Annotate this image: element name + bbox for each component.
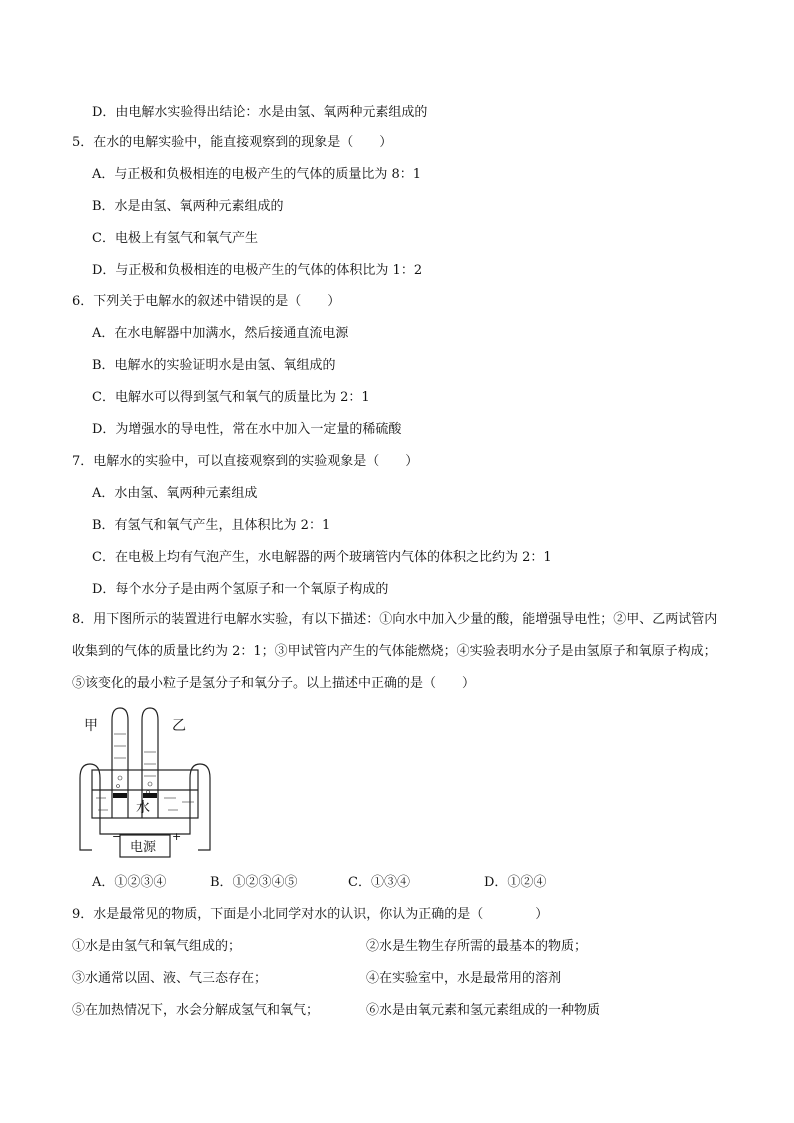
q7-stem: 7．电解水的实验中，可以直接观察到的实验观象是（ ） [72, 454, 419, 469]
q9-item-1: ①水是由氢气和氧气组成的； [72, 939, 242, 954]
q7-option-d: D．每个水分子是由两个氢原子和一个氧原子构成的 [92, 582, 389, 597]
q9-stem: 9．水是最常见的物质，下面是小北同学对水的认识，你认为正确的是（ ） [72, 907, 549, 922]
label-jia: 甲 [84, 718, 98, 734]
q5-option-b: B．水是由氢、氧两种元素组成的 [92, 199, 284, 214]
q5-option-d: D．与正极和负极相连的电极产生的气体的体积比为 1：2 [92, 263, 423, 278]
q4-option-d: D．由电解水实验得出结论：水是由氢、氧两种元素组成的 [92, 105, 428, 120]
q7-option-b: B．有氢气和氧气产生，且体积比为 2：1 [92, 518, 331, 533]
q6-option-c: C．电解水可以得到氢气和氧气的质量比为 2：1 [92, 390, 370, 405]
q8-stem: 8．用下图所示的装置进行电解水实验，有以下描述：①向水中加入少量的酸，能增强导电性；②甲、乙两试管内收集到的气体的质量比约为 2：1；③甲试管内产生的气体能燃烧；④实验表明水分子是由氢原子和氧原子构成；⑤该变化的最小粒子是氢分子和氧分子。以上描述中正确的是（ ） [72, 612, 718, 691]
q5-option-a: A．与正极和负极相连的电极产生的气体的质量比为 8：1 [92, 167, 422, 182]
q5-option-c: C．电极上有氢气和氧气产生 [92, 231, 258, 246]
q9-item-4: ④在实验室中，水是最常用的溶剂 [366, 971, 562, 986]
q6-option-a: A．在水电解器中加满水，然后接通直流电源 [92, 326, 349, 341]
label-water: 水 [136, 800, 150, 816]
label-power-supply: 电源 [130, 840, 157, 855]
q7-option-a: A．水由氢、氧两种元素组成 [92, 486, 258, 501]
q7-option-c: C．在电极上均有气泡产生，水电解器的两个玻璃管内气体的体积之比约为 2：1 [92, 550, 552, 565]
label-yi: 乙 [172, 718, 186, 734]
q8-option-a: A．①②③④ [92, 875, 167, 890]
q6-stem: 6．下列关于电解水的叙述中错误的是（ ） [72, 294, 341, 309]
q5-stem: 5．在水的电解实验中，能直接观察到的现象是（ ） [72, 135, 393, 150]
label-plus: + [172, 830, 182, 843]
q9-item-3: ③水通常以固、液、气三态存在； [72, 971, 268, 986]
q9-item-2: ②水是生物生存所需的最基本的物质； [366, 939, 588, 954]
q8-option-d: D．①②④ [484, 875, 547, 890]
electrolysis-apparatus-diagram [78, 706, 212, 860]
q6-option-d: D．为增强水的导电性，常在水中加入一定量的稀硫酸 [92, 422, 402, 437]
q9-item-6: ⑥水是由氧元素和氢元素组成的一种物质 [366, 1003, 601, 1018]
label-minus: − [112, 830, 122, 843]
q6-option-b: B．电解水的实验证明水是由氢、氧组成的 [92, 358, 336, 373]
q8-option-b: B．①②③④⑤ [210, 875, 298, 890]
q9-item-5: ⑤在加热情况下，水会分解成氢气和氧气； [72, 1003, 320, 1018]
q8-option-c: C．①③④ [348, 875, 410, 890]
